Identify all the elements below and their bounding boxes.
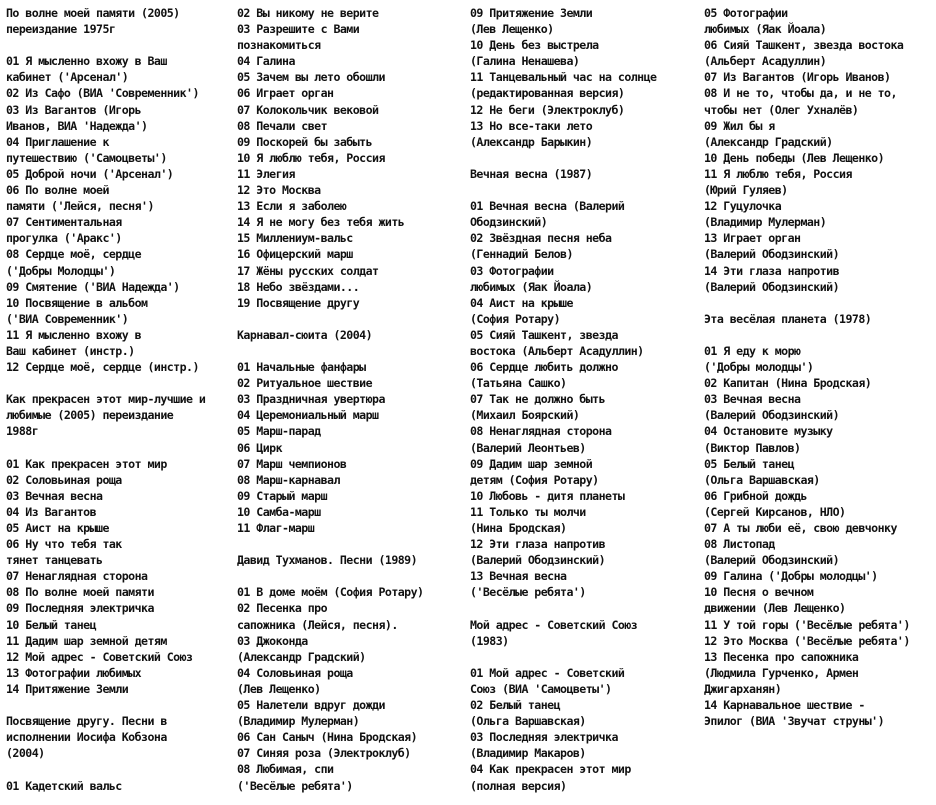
text-line: кабинет ('Арсенал') <box>6 70 129 85</box>
text-line: 10 Любовь - дитя планеты <box>470 488 625 503</box>
spacer-line <box>6 761 232 777</box>
spacer-line <box>237 311 465 327</box>
text-line: любимые (2005) переиздание <box>6 408 174 423</box>
text-line: 04 Соловьиная роща <box>237 665 353 680</box>
text-line: движении (Лев Лещенко) <box>704 601 846 616</box>
text-line: 01 Я еду к морю <box>704 343 801 358</box>
text-line: 06 Играет орган <box>237 86 334 101</box>
text-line: 05 Зачем вы лето обошли <box>237 70 385 85</box>
text-line: 01 Вечная весна (Валерий <box>470 199 625 214</box>
text-line: познакомиться <box>237 38 321 53</box>
text-line: сапожника (Лейся, песня). <box>237 617 398 632</box>
text-line: (1983) <box>470 633 509 648</box>
text-line: ('Весёлые ребята') <box>237 778 353 793</box>
text-line: 09 Поскорей бы забыть <box>237 134 373 149</box>
text-line: 07 Ненаглядная сторона <box>6 569 148 584</box>
text-line: 05 Налетели вдруг дожди <box>237 698 385 713</box>
text-line: (Ольга Варшавская) <box>704 472 820 487</box>
text-line: Эпилог (ВИА 'Звучат струны') <box>704 714 885 729</box>
text-line: 08 Марш-карнавал <box>237 472 340 487</box>
text-line: 11 Я мысленно вхожу в <box>6 327 142 342</box>
text-line: 10 Белый танец <box>6 617 97 632</box>
text-line: 07 Из Вагантов (Игорь Иванов) <box>704 70 891 85</box>
text-line: (Валерий Леонтьев) <box>470 440 586 455</box>
text-line: 08 Любимая, спи <box>237 762 334 777</box>
text-line: (Татьяна Сашко) <box>470 376 567 391</box>
text-line: 05 Аист на крыше <box>6 521 109 535</box>
text-line: 01 В доме моём (София Ротару) <box>237 585 424 600</box>
text-line: (Михаил Боярский) <box>470 408 580 423</box>
text-line: 09 Дадим шар земной <box>470 456 593 471</box>
text-line: 10 Песня о вечном <box>704 585 814 600</box>
text-line: (Владимир Мулерман) <box>237 714 360 729</box>
text-line: 09 Притяжение Земли <box>470 6 593 20</box>
text-line: (София Ротару) <box>470 311 561 326</box>
text-line: (Лев Лещенко) <box>237 681 321 696</box>
text-line: 14 Карнавальное шествие - <box>704 698 865 713</box>
text-line: 04 Как прекрасен этот мир <box>470 762 631 777</box>
text-line: 09 Последняя электричка <box>6 601 154 616</box>
text-line: 14 Притяжение Земли <box>6 681 129 696</box>
text-line: 08 По волне моей памяти <box>6 585 154 600</box>
text-line: (Юрий Гуляев) <box>704 183 788 198</box>
text-line: 01 Как прекрасен этот мир <box>6 456 167 471</box>
text-line: (Геннадий Белов) <box>470 247 573 262</box>
text-line: 09 Смятение ('ВИА Надежда') <box>6 279 180 294</box>
text-line: 18 Небо звёздами... <box>237 279 360 294</box>
text-line: 13 Песенка про сапожника <box>704 649 859 664</box>
spacer-line <box>237 536 465 552</box>
text-line: 08 Печали свет <box>237 118 328 133</box>
text-line: востока (Альберт Асадуллин) <box>470 343 644 358</box>
text-line: 06 Ну что тебя так <box>6 537 122 552</box>
text-line: детям (София Ротару) <box>470 472 599 487</box>
text-line: (Нина Бродская) <box>470 521 567 535</box>
spacer-line <box>6 375 232 391</box>
text-line: 02 Звёздная песня неба <box>470 231 612 246</box>
text-line: тянет танцевать <box>6 553 103 568</box>
text-line: (редактированная версия) <box>470 86 625 101</box>
text-line: 03 Из Вагантов (Игорь <box>6 102 142 117</box>
text-line: 13 Если я заболею <box>237 199 347 214</box>
text-line: 10 День без выстрела <box>470 38 599 53</box>
text-line: Мой адрес - Советский Союз <box>470 617 638 632</box>
text-line: 07 Сентиментальная <box>6 215 122 230</box>
text-line: 19 Посвящение другу <box>237 295 360 310</box>
text-line: 03 Джоконда <box>237 633 308 648</box>
text-line: 02 Вы никому не верите <box>237 6 379 20</box>
text-line: 05 Сияй Ташкент, звезда <box>470 327 618 342</box>
text-line: (2004) <box>6 746 45 761</box>
text-line: 1988г <box>6 424 39 439</box>
text-line: 11 Элегия <box>237 166 295 181</box>
spacer-line <box>6 37 232 53</box>
text-line: (Владимир Макаров) <box>470 746 586 761</box>
text-line: 04 Остановите музыку <box>704 424 833 439</box>
text-line: 03 Праздничная увертюра <box>237 392 385 407</box>
text-line: 05 Доброй ночи ('Арсенал') <box>6 166 174 181</box>
text-line: 12 Не беги (Электроклуб) <box>470 102 625 117</box>
text-line: 03 Последняя электричка <box>470 730 618 745</box>
text-line: 10 Посвящение в альбом <box>6 295 148 310</box>
text-line: 04 Аист на крыше <box>470 295 573 310</box>
text-line: Союз (ВИА 'Самоцветы') <box>470 681 612 696</box>
text-line: (Александр Градский) <box>704 134 833 149</box>
spacer-line <box>470 600 700 616</box>
text-line: 12 Сердце моё, сердце (инстр.) <box>6 360 199 375</box>
text-line: (Альберт Асадуллин) <box>704 54 827 69</box>
text-line: 02 Песенка про <box>237 601 328 616</box>
text-line: 16 Офицерский марш <box>237 247 353 262</box>
text-line: 13 Фотографии любимых <box>6 665 142 680</box>
column-2 <box>237 5 465 794</box>
text-line: 10 Самба-марш <box>237 504 321 519</box>
text-line: 01 Кадетский вальс <box>6 778 122 793</box>
text-line: 06 Сан Саныч (Нина Бродская) <box>237 730 418 745</box>
text-line: 07 Марш чемпионов <box>237 456 347 471</box>
text-line: Вечная весна (1987) <box>470 166 593 181</box>
text-line: 04 Галина <box>237 54 295 69</box>
spacer-line <box>6 440 232 456</box>
text-line: 08 Сердце моё, сердце <box>6 247 142 262</box>
text-line: 07 Колокольчик вековой <box>237 102 379 117</box>
text-line: (Владимир Мулерман) <box>704 215 827 230</box>
text-line: Ваш кабинет (инстр.) <box>6 343 135 358</box>
text-line: 10 День победы (Лев Лещенко) <box>704 150 885 165</box>
text-line: чтобы нет (Олег Ухналёв) <box>704 102 859 117</box>
text-line: (Лев Лещенко) <box>470 22 554 37</box>
text-line: 13 Играет орган <box>704 231 801 246</box>
spacer-line <box>470 649 700 665</box>
text-line: 12 Мой адрес - Советский Союз <box>6 649 193 664</box>
text-line: 07 Так не должно быть <box>470 392 606 407</box>
text-line: ('Добры Молодцы') <box>6 263 116 278</box>
text-line: 15 Миллениум-вальс <box>237 231 353 246</box>
text-line: 11 Флаг-марш <box>237 521 315 535</box>
text-line: памяти ('Лейся, песня') <box>6 199 154 214</box>
text-line: 03 Фотографии <box>470 263 554 278</box>
text-line: Джигарханян) <box>704 681 782 696</box>
text-line: 09 Старый марш <box>237 488 328 503</box>
text-line: 12 Это Москва ('Весёлые ребята') <box>704 633 910 648</box>
text-line: (Виктор Павлов) <box>704 440 801 455</box>
text-line: 09 Жил бы я <box>704 118 775 133</box>
text-line: 01 Мой адрес - Советский <box>470 665 625 680</box>
text-line: 10 Я люблю тебя, Россия <box>237 150 385 165</box>
spacer-line <box>704 295 934 311</box>
text-line: ('ВИА Современник') <box>6 311 129 326</box>
text-line: По волне моей памяти (2005) <box>6 6 180 20</box>
text-line: 14 Эти глаза напротив <box>704 263 840 278</box>
text-line: Посвящение другу. Песни в <box>6 714 167 729</box>
text-line: прогулка ('Аракс') <box>6 231 122 246</box>
text-line: 06 По волне моей <box>6 183 109 198</box>
spacer-line <box>704 327 934 343</box>
text-line: 06 Цирк <box>237 440 283 455</box>
text-line: 11 Дадим шар земной детям <box>6 633 167 648</box>
text-line: 11 Танцевальный час на солнце <box>470 70 657 85</box>
text-line: 02 Белый танец <box>470 698 561 713</box>
text-line: ('Добры молодцы') <box>704 360 814 375</box>
text-line: 04 Церемониальный марш <box>237 408 379 423</box>
text-line: 12 Гуцулочка <box>704 199 782 214</box>
text-line: 03 Вечная весна <box>704 392 801 407</box>
text-line: 06 Сияй Ташкент, звезда востока <box>704 38 904 53</box>
text-line: 11 Я люблю тебя, Россия <box>704 166 852 181</box>
text-line: исполнении Иосифа Кобзона <box>6 730 167 745</box>
text-line: Как прекрасен этот мир-лучшие и <box>6 392 206 407</box>
text-line: 05 Марш-парад <box>237 424 321 439</box>
text-line: 08 Листопад <box>704 537 775 552</box>
text-line: Эта весёлая планета (1978) <box>704 311 872 326</box>
text-line: 02 Ритуальное шествие <box>237 376 373 391</box>
text-line: (Галина Ненашева) <box>470 54 580 69</box>
text-line: ('Весёлые ребята') <box>470 585 586 600</box>
text-line: 03 Разрешите с Вами <box>237 22 360 37</box>
text-line: 08 И не то, чтобы да, и не то, <box>704 86 897 101</box>
column-3 <box>470 5 700 794</box>
text-line: 02 Из Сафо (ВИА 'Современник') <box>6 86 199 101</box>
spacer-line <box>470 150 700 166</box>
text-line: 06 Грибной дождь <box>704 488 807 503</box>
text-line: (Ольга Варшавская) <box>470 714 586 729</box>
text-line: (Александр Градский) <box>237 649 366 664</box>
text-line: (Валерий Ободзинский) <box>704 247 840 262</box>
text-line: 04 Из Вагантов <box>6 504 97 519</box>
text-line: 07 А ты люби её, свою девчонку <box>704 521 897 535</box>
text-line: 14 Я не могу без тебя жить <box>237 215 405 230</box>
text-line: переиздание 1975г <box>6 22 116 37</box>
text-line: 04 Приглашение к <box>6 134 109 149</box>
text-line: 05 Белый танец <box>704 456 795 471</box>
text-line: любимых (Яак Йоала) <box>470 279 593 294</box>
text-line: (полная версия) <box>470 778 567 793</box>
spacer-line <box>237 343 465 359</box>
text-line: 08 Ненаглядная сторона <box>470 424 612 439</box>
column-4 <box>704 5 934 729</box>
text-line: 01 Начальные фанфары <box>237 360 366 375</box>
text-line: 02 Капитан (Нина Бродская) <box>704 376 872 391</box>
text-line: (Сергей Кирсанов, НЛО) <box>704 504 846 519</box>
text-line: 01 Я мысленно вхожу в Ваш <box>6 54 167 69</box>
text-line: 02 Соловьиная роща <box>6 472 122 487</box>
text-line: 06 Сердце любить должно <box>470 360 618 375</box>
text-line: путешествию ('Самоцветы') <box>6 150 167 165</box>
column-1 <box>6 5 232 794</box>
text-line: (Валерий Ободзинский) <box>470 553 606 568</box>
text-line: Иванов, ВИА 'Надежда') <box>6 118 148 133</box>
spacer-line <box>237 568 465 584</box>
text-line: Ободзинский) <box>470 215 548 230</box>
text-line: (Валерий Ободзинский) <box>704 408 840 423</box>
text-line: 13 Вечная весна <box>470 569 567 584</box>
text-line: 09 Галина ('Добры молодцы') <box>704 569 878 584</box>
spacer-line <box>6 697 232 713</box>
spacer-line <box>470 182 700 198</box>
text-line: 03 Вечная весна <box>6 488 103 503</box>
text-line: 17 Жёны русских солдат <box>237 263 379 278</box>
text-line: 11 У той горы ('Весёлые ребята') <box>704 617 910 632</box>
text-line: 11 Только ты молчи <box>470 504 586 519</box>
text-line: 12 Это Москва <box>237 183 321 198</box>
text-line: 05 Фотографии <box>704 6 788 20</box>
text-line: (Людмила Гурченко, Армен <box>704 665 859 680</box>
text-line: 12 Эти глаза напротив <box>470 537 606 552</box>
text-line: Карнавал-сюита (2004) <box>237 327 373 342</box>
text-line: Давид Тухманов. Песни (1989) <box>237 553 418 568</box>
text-line: 13 Но все-таки лето <box>470 118 593 133</box>
text-line: любимых (Яак Йоала) <box>704 22 827 37</box>
text-line: (Александр Барыкин) <box>470 134 593 149</box>
text-line: (Валерий Ободзинский) <box>704 553 840 568</box>
text-line: 07 Синяя роза (Электроклуб) <box>237 746 411 761</box>
text-line: (Валерий Ободзинский) <box>704 279 840 294</box>
